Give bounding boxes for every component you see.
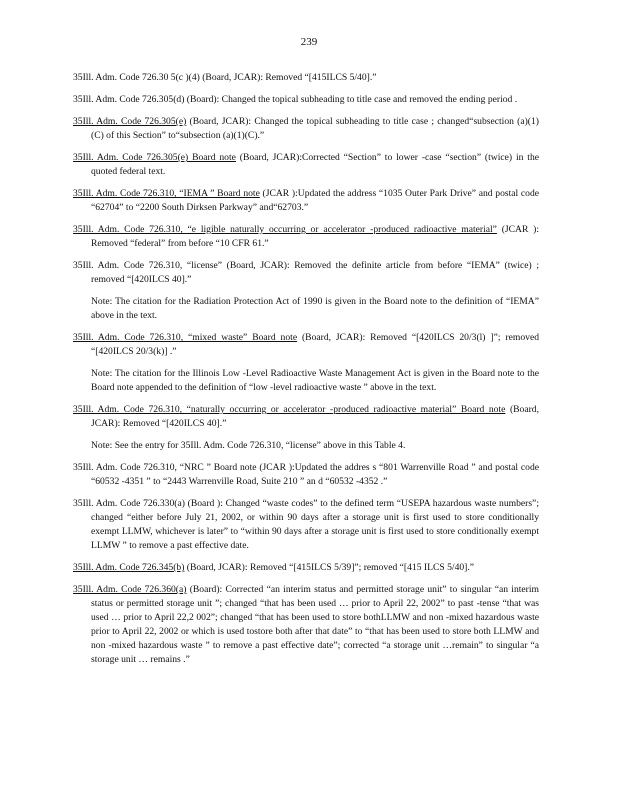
entry-description: (JCAR ): Removed “federal” from before “10 CFR 61.” <box>91 224 539 249</box>
entry-text: 35Ill. Adm. Code 726.310, “license” (Board, JCAR): Removed the definite article from before “IEMA” (twice) ; removed “[420ILCS 40].” <box>73 260 539 285</box>
amendment-entry <box>73 151 539 179</box>
entry-text: 35Ill. Adm. Code 726.30 5(c )(4) (Board, JCAR): Removed “[415ILCS 5/40].” <box>73 72 377 83</box>
entry-description: (Board, JCAR): Removed “[420ILCS 20/3(l) ]”; removed “[420ILCS 20/3(k)] .” <box>91 332 539 357</box>
entry-text: 35Ill. Adm. Code 726.305(d) (Board): Changed the topical subheading to title case and removed the ending period . <box>73 94 518 105</box>
note-text: Note: The citation for the Radiation Protection Act of 1990 is given in the Board note to the definition of “IEMA” above in the text. <box>91 296 539 321</box>
amendment-entry <box>73 403 539 431</box>
entry-text: 35Ill. Adm. Code 726.330(a) (Board ): Changed “waste codes” to the defined term “USEPA hazardous waste numbers”; changed “either before July 21, 2002, or within 90 days after a storage unit is first used to store conditionally exempt LLMW, whichever is later” to “within 90 days after a storage unit is first used to store conditionally exempt LLMW ” to remove a past effective date. <box>73 498 539 551</box>
entry-description: (Board): Corrected “an interim status and permitted storage unit” to singular “an interim status or permitted storage unit ”; changed “that has been used … prior to April 22, 2002” to past -tense “that was used … prior to April 22,2 002”; changed “that has been used to store bothLLMW and non -mixed hazardous waste prior to April 22, 2002 or which is used tostore both after that date” to “that has been used to store both LLMW and non -mixed hazardous waste ” to remove a past effective date”; corrected “a storage unit …remain” to singular “a storage unit … remains .” <box>91 584 539 665</box>
entry-citation: 35Ill. Adm. Code 726.305(e) Board note <box>73 152 236 163</box>
entry-citation: 35Ill. Adm. Code 726.310, “e ligible naturally occurring or accelerator -produced radioactive material” <box>73 224 497 235</box>
amendment-entry <box>73 187 539 215</box>
entry-text: 35Ill. Adm. Code 726.310, “NRC ” Board note (JCAR ):Updated the addres s “801 Warrenville Road ” and postal code “60532 -4351 ” to “2443 Warrenville Road, Suite 210 ” an d “60532 -4352 .” <box>73 462 539 487</box>
entry-description: (Board, JCAR): Removed “[415ILCS 5/39]”; removed “[415 ILCS 5/40].” <box>184 562 475 573</box>
entry-citation: 35Ill. Adm. Code 726.310, “IEMA ” Board note <box>73 188 260 199</box>
entry-citation: 35Ill. Adm. Code 726.360(a) <box>73 584 187 595</box>
entry-description: (Board, JCAR): Removed “[420ILCS 40].” <box>91 404 540 429</box>
entry-citation: 35Ill. Adm. Code 726.310, “naturally occurring or accelerator -produced radioactive material” Board note <box>73 404 506 415</box>
amendment-entry <box>73 583 539 667</box>
entry-description: (Board, JCAR):Corrected “Section” to lower -case “section” (twice) in the quoted federal text. <box>91 152 539 177</box>
entry-citation: 35Ill. Adm. Code 726.305(e) <box>73 116 187 127</box>
amendment-entry <box>73 71 539 85</box>
entry-citation: 35Ill. Adm. Code 726.345(b) <box>73 562 185 573</box>
note-paragraph <box>73 295 539 323</box>
amendment-entry <box>73 223 539 251</box>
amendment-entry <box>73 561 539 575</box>
entry-citation: 35Ill. Adm. Code 726.310, “mixed waste” Board note <box>73 332 298 343</box>
amendment-entry <box>73 461 539 489</box>
note-text: Note: See the entry for 35Ill. Adm. Code 726.310, “license” above in this Table 4. <box>91 440 406 451</box>
note-paragraph <box>73 367 539 395</box>
amendment-entry <box>73 497 539 553</box>
note-paragraph <box>73 439 539 453</box>
amendment-entry <box>73 259 539 287</box>
entry-description: (JCAR ):Updated the address “1035 Outer Park Drive” and postal code “62704” to “2200 South Dirksen Parkway” and“62703.” <box>91 188 540 213</box>
note-text: Note: The citation for the Illinois Low -Level Radioactive Waste Management Act is given in the Board note to the Board note appended to the definition of “low -level radioactive waste ” above in the text. <box>91 368 539 393</box>
amendment-entry <box>73 331 539 359</box>
amendment-list <box>73 71 539 675</box>
amendment-entry <box>73 115 539 143</box>
page-number: 239 <box>300 36 318 48</box>
entry-description: (Board, JCAR): Changed the topical subheading to title case ; changed“subsection (a)(1)(C) of this Section” to“subsection (a)(1)(C).” <box>91 116 539 141</box>
amendment-entry <box>73 93 539 107</box>
